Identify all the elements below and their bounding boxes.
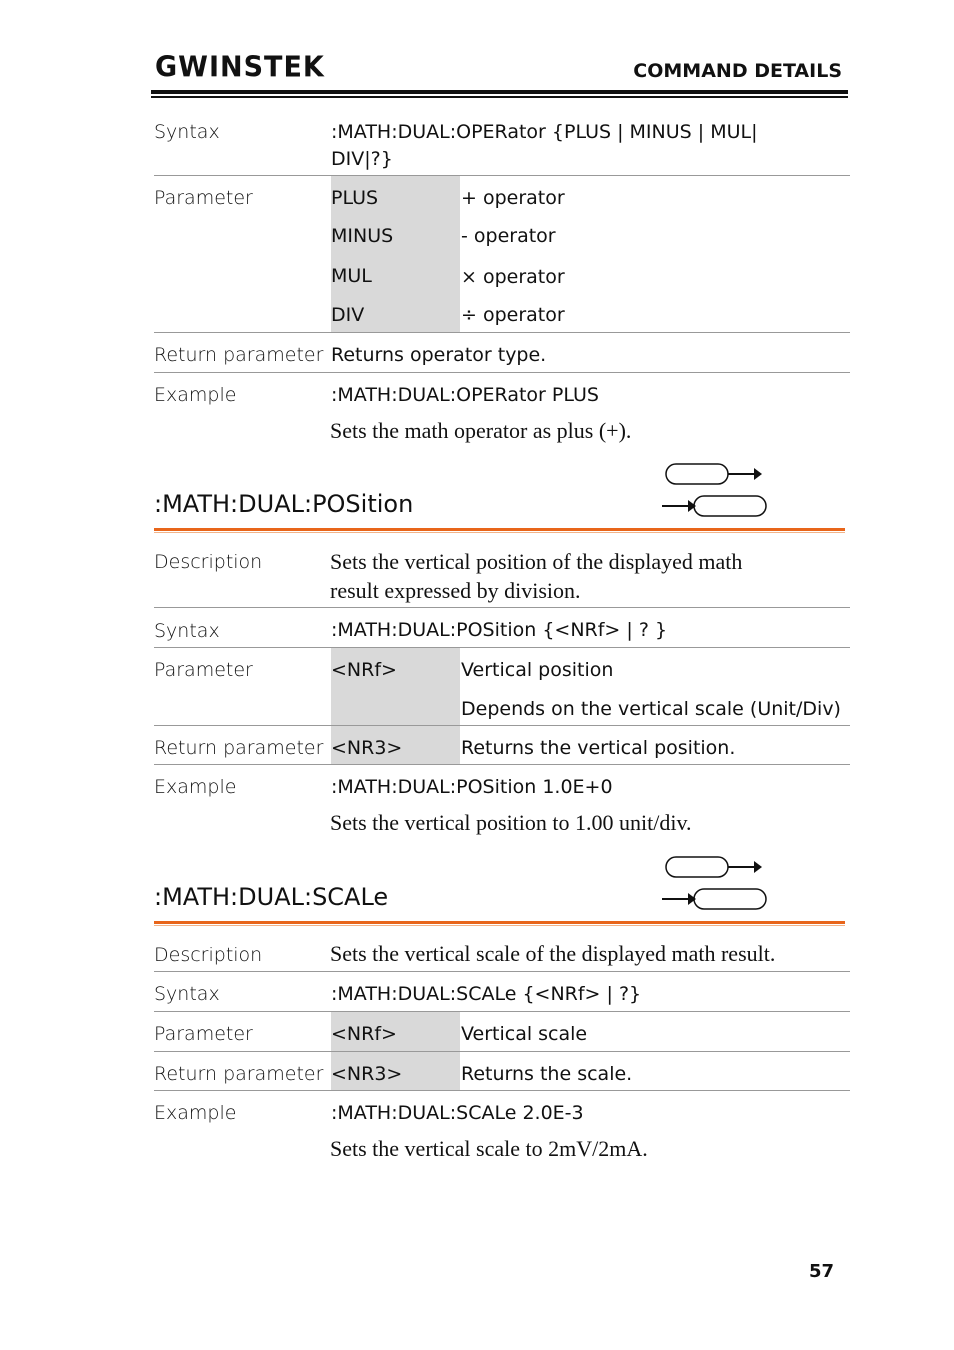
example-description: Sets the math operator as plus (+).: [330, 418, 632, 443]
section-title-position: :MATH:DUAL:POSition: [154, 490, 414, 518]
param-desc-1: Vertical position: [461, 659, 614, 681]
header-rule-thin: [151, 96, 848, 98]
scale-parameter-row: [154, 1012, 850, 1052]
return-nr3: <NR3>: [331, 737, 403, 759]
param-desc: Vertical scale: [461, 1023, 588, 1045]
example-description: Sets the vertical position to 1.00 unit/div.: [330, 810, 692, 835]
parameter-label: Parameter: [154, 659, 253, 681]
example-command: :MATH:DUAL:SCALe 2.0E-3: [331, 1102, 584, 1124]
operator-return-row: [154, 333, 850, 373]
parameter-label: Parameter: [154, 1023, 253, 1045]
operator-example-row: [154, 373, 850, 453]
syntax-label: Syntax: [154, 620, 220, 642]
section-rule: [154, 921, 845, 924]
scale-description-row: [154, 938, 850, 972]
section-rule-shadow: [154, 532, 845, 533]
return-nr3: <NR3>: [331, 1063, 403, 1085]
example-command: :MATH:DUAL:POSition 1.0E+0: [331, 776, 613, 798]
header-rule: [151, 90, 848, 94]
example-label: Example: [154, 776, 237, 798]
example-label: Example: [154, 384, 237, 406]
param-plus: PLUS: [331, 187, 379, 209]
syntax-value: :MATH:DUAL:SCALe {<NRf> | ?}: [331, 983, 642, 1005]
param-mul-desc: × operator: [461, 266, 565, 288]
syntax-value: :MATH:DUAL:POSition {<NRf> | ? }: [331, 619, 668, 641]
position-parameter-row: [154, 648, 850, 726]
description-text: Sets the vertical scale of the displayed math result.: [330, 941, 776, 966]
section-rule: [154, 528, 845, 531]
param-nrf: <NRf>: [331, 659, 397, 681]
section-rule-shadow: [154, 925, 845, 926]
example-label: Example: [154, 1102, 237, 1124]
return-desc: Returns the scale.: [461, 1063, 633, 1085]
return-desc: Returns the vertical position.: [461, 737, 736, 759]
return-label: Return parameter: [154, 344, 324, 366]
syntax-label: Syntax: [154, 121, 220, 143]
return-value: Returns operator type.: [331, 344, 547, 366]
operator-syntax-row: [154, 115, 850, 176]
description-label: Description: [154, 551, 263, 573]
return-label: Return parameter: [154, 1063, 324, 1085]
param-plus-desc: + operator: [461, 187, 565, 209]
example-description: Sets the vertical scale to 2mV/2mA.: [330, 1136, 648, 1161]
example-command: :MATH:DUAL:OPERator PLUS: [331, 384, 599, 406]
scale-example-row: [154, 1091, 850, 1171]
param-div-desc: ÷ operator: [461, 304, 565, 326]
page-number: 57: [808, 1261, 834, 1282]
description-line-1: Sets the vertical position of the displayed math: [330, 549, 743, 574]
param-mul: MUL: [331, 265, 372, 287]
scale-return-row: [154, 1052, 850, 1091]
position-description-row: [154, 545, 850, 608]
description-line-2: result expressed by division.: [330, 578, 581, 603]
position-syntax-row: [154, 608, 850, 648]
section-title-scale: :MATH:DUAL:SCALe: [154, 883, 389, 911]
parameter-label: Parameter: [154, 187, 253, 209]
scale-syntax-row: [154, 972, 850, 1012]
position-example-row: [154, 765, 850, 845]
set-query-icon: [660, 462, 770, 520]
set-query-icon: [660, 855, 770, 913]
param-div: DIV: [331, 304, 365, 326]
description-label: Description: [154, 944, 263, 966]
operator-parameter-row: [154, 176, 850, 333]
syntax-line-1: :MATH:DUAL:OPERator {PLUS | MINUS | MUL|: [331, 121, 758, 143]
brand-logo: GWINSTEK: [155, 51, 325, 84]
param-minus: MINUS: [331, 225, 394, 247]
return-label: Return parameter: [154, 737, 324, 759]
running-header: COMMAND DETAILS: [633, 60, 842, 82]
syntax-line-2: DIV|?}: [331, 148, 393, 170]
param-nrf: <NRf>: [331, 1023, 397, 1045]
syntax-label: Syntax: [154, 983, 220, 1005]
position-return-row: [154, 726, 850, 765]
param-minus-desc: - operator: [461, 225, 556, 247]
param-desc-2: Depends on the vertical scale (Unit/Div): [461, 698, 841, 720]
